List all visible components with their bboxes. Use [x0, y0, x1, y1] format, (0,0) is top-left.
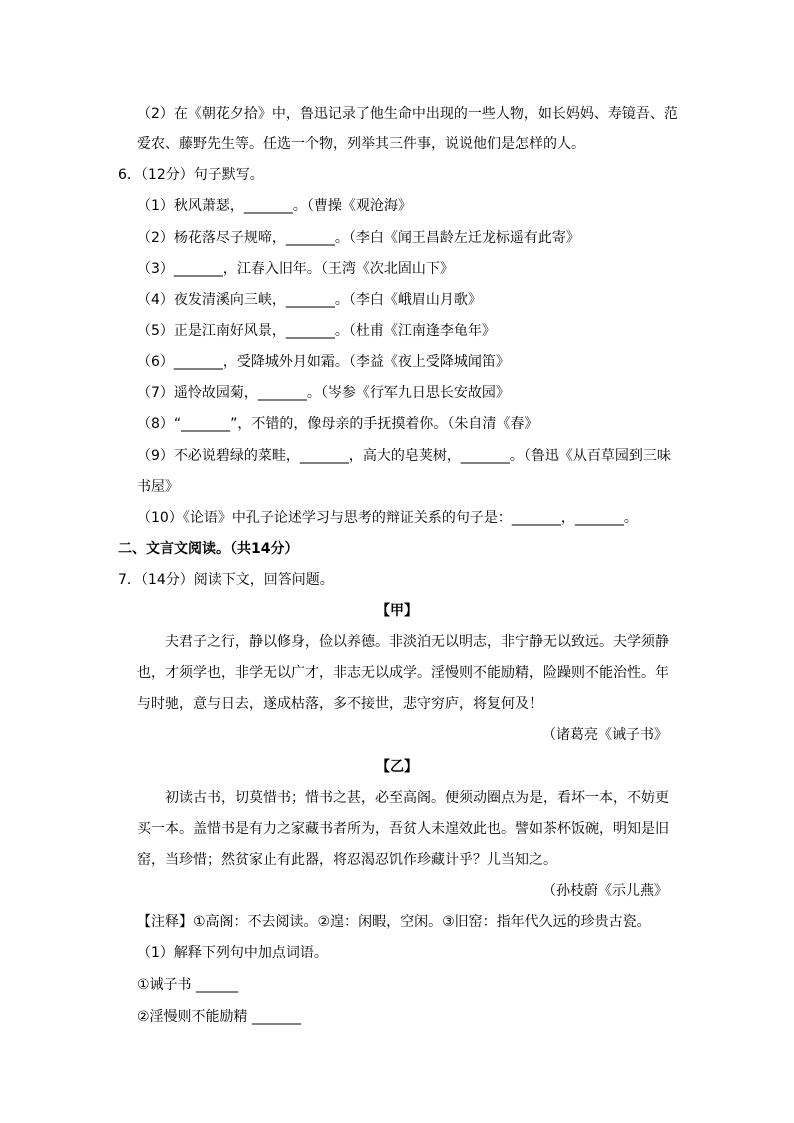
- q6-item-4: （4）夜发清溪向三峡，_______。（李白《峨眉山月歌》: [137, 292, 482, 308]
- q6-item-5: （5）正是江南好风景，_______。（杜甫《江南逢李龟年》: [137, 323, 496, 339]
- q6-item-3: （3）_______，江春入旧年。（王湾《次北固山下》: [137, 261, 454, 277]
- q6-item-7: （7）遥怜故园菊，_______。（岑参《行军九日思长安故园》: [137, 385, 510, 401]
- q6-item-1: （1）秋风萧瑟，_______。（曹操《观沧海》: [137, 198, 412, 214]
- passage-jia-label: 【甲】: [376, 603, 418, 619]
- passage-yi-label: 【乙】: [376, 759, 418, 775]
- q6-item-6: （6）_______，受降城外月如霜。（李益《夜上受降城闻笛》: [137, 354, 510, 370]
- q7-sub1-item-a: ①诫子书 ______: [137, 977, 239, 993]
- q6-item-8: （8）“_______”，不错的，像母亲的手抚摸着你。（朱自清《春》: [137, 416, 539, 432]
- q6-item-9-line2: 书屋》: [137, 479, 179, 495]
- annotation-notes: 【注释】①高阁：不去阅读。②遑：闲暇，空闲。③旧窑：指年代久远的珍贵古瓷。: [137, 914, 651, 930]
- passage-jia-line3: 与时驰，意与日去，遂成枯落，多不接世，悲守穷庐，将复何及！: [137, 696, 543, 712]
- q7-header: 7．（14分）阅读下文，回答问题。: [118, 572, 334, 588]
- section2-heading: 二、文言文阅读。（共14分）: [118, 541, 299, 557]
- passage-yi-source: （孙枝蔚《示儿燕》: [542, 883, 668, 899]
- q6-header: 6．（12分）句子默写。: [118, 167, 264, 183]
- passage-yi-line3: 窑，当珍惜；然贫家止有此器，将忍渴忍饥作珍藏计乎？儿当知之。: [137, 852, 557, 868]
- q6-item-9-line1: （9）不必说碧绿的菜畦，_______，高大的皂荚树，_______。（鲁迅《从百草园到三味: [137, 448, 671, 464]
- passage-yi-line1: 初读古书，切莫惜书；惜书之甚，必至高阁。便须动圈点为是，看坏一本，不妨更: [165, 790, 669, 806]
- q5-part2-line2: 爱农、藤野先生等。任选一个物，列举其三件事，说说他们是怎样的人。: [137, 136, 585, 152]
- q7-sub1-prompt: （1）解释下列句中加点词语。: [137, 945, 328, 961]
- q5-part2-line1: （2）在《朝花夕拾》中，鲁迅记录了他生命中出现的一些人物，如长妈妈、寿镜吾、范: [137, 106, 678, 122]
- q7-sub1-item-b: ②淫慢则不能励精 _______: [137, 1009, 302, 1025]
- passage-jia-line2: 也，才须学也，非学无以广才，非志无以成学。淫慢则不能励精，险躁则不能治性。年: [137, 665, 669, 681]
- q6-item-2: （2）杨花落尽子规啼，_______。（李白《闻王昌龄左迁龙标遥有此寄》: [137, 230, 580, 246]
- passage-yi-line2: 买一本。盖惜书是有力之家藏书者所为，吾贫人未遑效此也。譬如茶杯饭碗，明知是旧: [137, 821, 669, 837]
- q6-item-10: （10）《论语》中孔子论述学习与思考的辩证关系的句子是：_______，_______。: [137, 510, 638, 526]
- passage-jia-line1: 夫君子之行，静以修身，俭以养德。非淡泊无以明志，非宁静无以致远。夫学须静: [165, 634, 669, 650]
- passage-jia-source: （诸葛亮《诫子书》: [542, 727, 668, 743]
